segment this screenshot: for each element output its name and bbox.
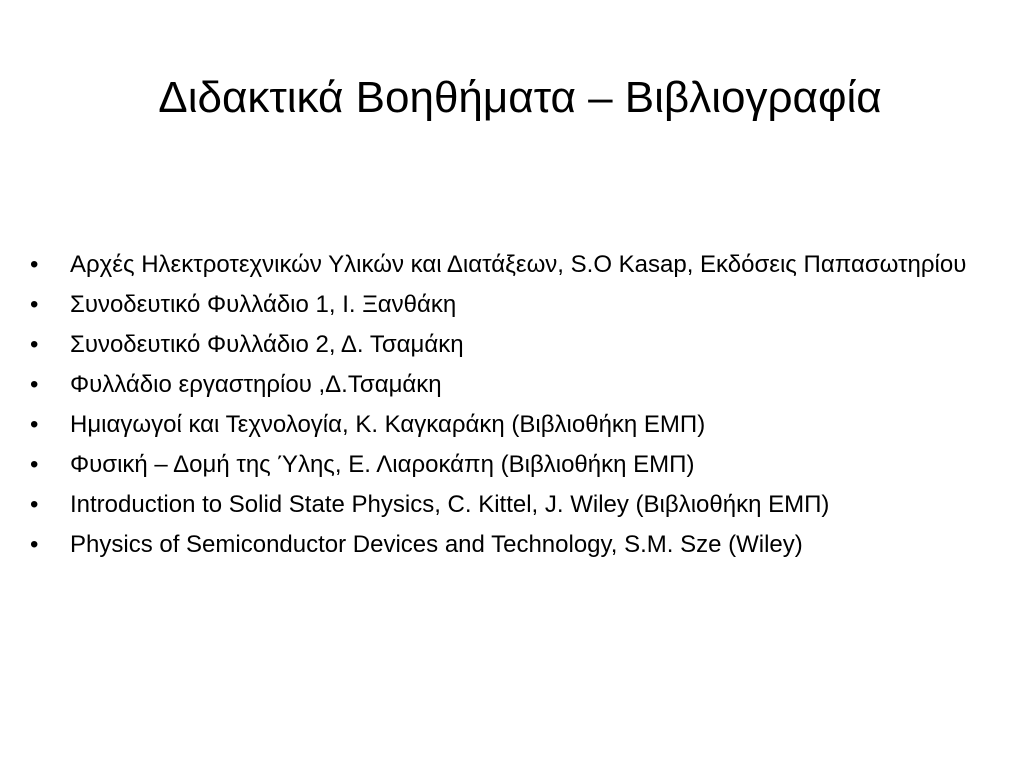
list-item-text: Συνοδευτικό Φυλλάδιο 2, Δ. Τσαμάκη (70, 331, 464, 358)
list-item-text: Συνοδευτικό Φυλλάδιο 1, Ι. Ξανθάκη (70, 291, 457, 318)
list-item (30, 489, 990, 521)
list-item-text: Physics of Semiconductor Devices and Technology, S.M. Sze (Wiley) (70, 531, 803, 558)
list-item (30, 329, 990, 361)
bullet-icon: • (30, 411, 39, 438)
bullet-icon: • (30, 291, 39, 318)
list-item (30, 529, 990, 561)
bullet-icon: • (30, 451, 39, 478)
list-item (30, 249, 990, 281)
list-item-text: Φυσική – Δομή της Ύλης, Ε. Λιαροκάπη (Βιβλιοθήκη ΕΜΠ) (70, 451, 695, 478)
list-item (30, 289, 990, 321)
list-item-text: Φυλλάδιο εργαστηρίου ,Δ.Τσαμάκη (70, 371, 442, 398)
bullet-icon: • (30, 371, 39, 398)
bullet-icon: • (30, 491, 39, 518)
bibliography-list (30, 249, 990, 569)
list-item-text: Introduction to Solid State Physics, C. Kittel, J. Wiley (Βιβλιοθήκη ΕΜΠ) (70, 491, 830, 518)
list-item (30, 369, 990, 401)
list-item-text: Αρχές Ηλεκτροτεχνικών Υλικών και Διατάξεων, S.O Kasap, Εκδόσεις Παπασωτηρίου (70, 251, 967, 278)
list-item (30, 449, 990, 481)
bullet-icon: • (30, 251, 39, 278)
bullet-icon: • (30, 331, 39, 358)
list-item (30, 409, 990, 441)
slide-title: Διδακτικά Βοηθήματα – Βιβλιογραφία (158, 73, 882, 122)
bullet-icon: • (30, 531, 39, 558)
list-item-text: Ημιαγωγοί και Τεχνολογία, Κ. Καγκαράκη (Βιβλιοθήκη ΕΜΠ) (70, 411, 706, 438)
